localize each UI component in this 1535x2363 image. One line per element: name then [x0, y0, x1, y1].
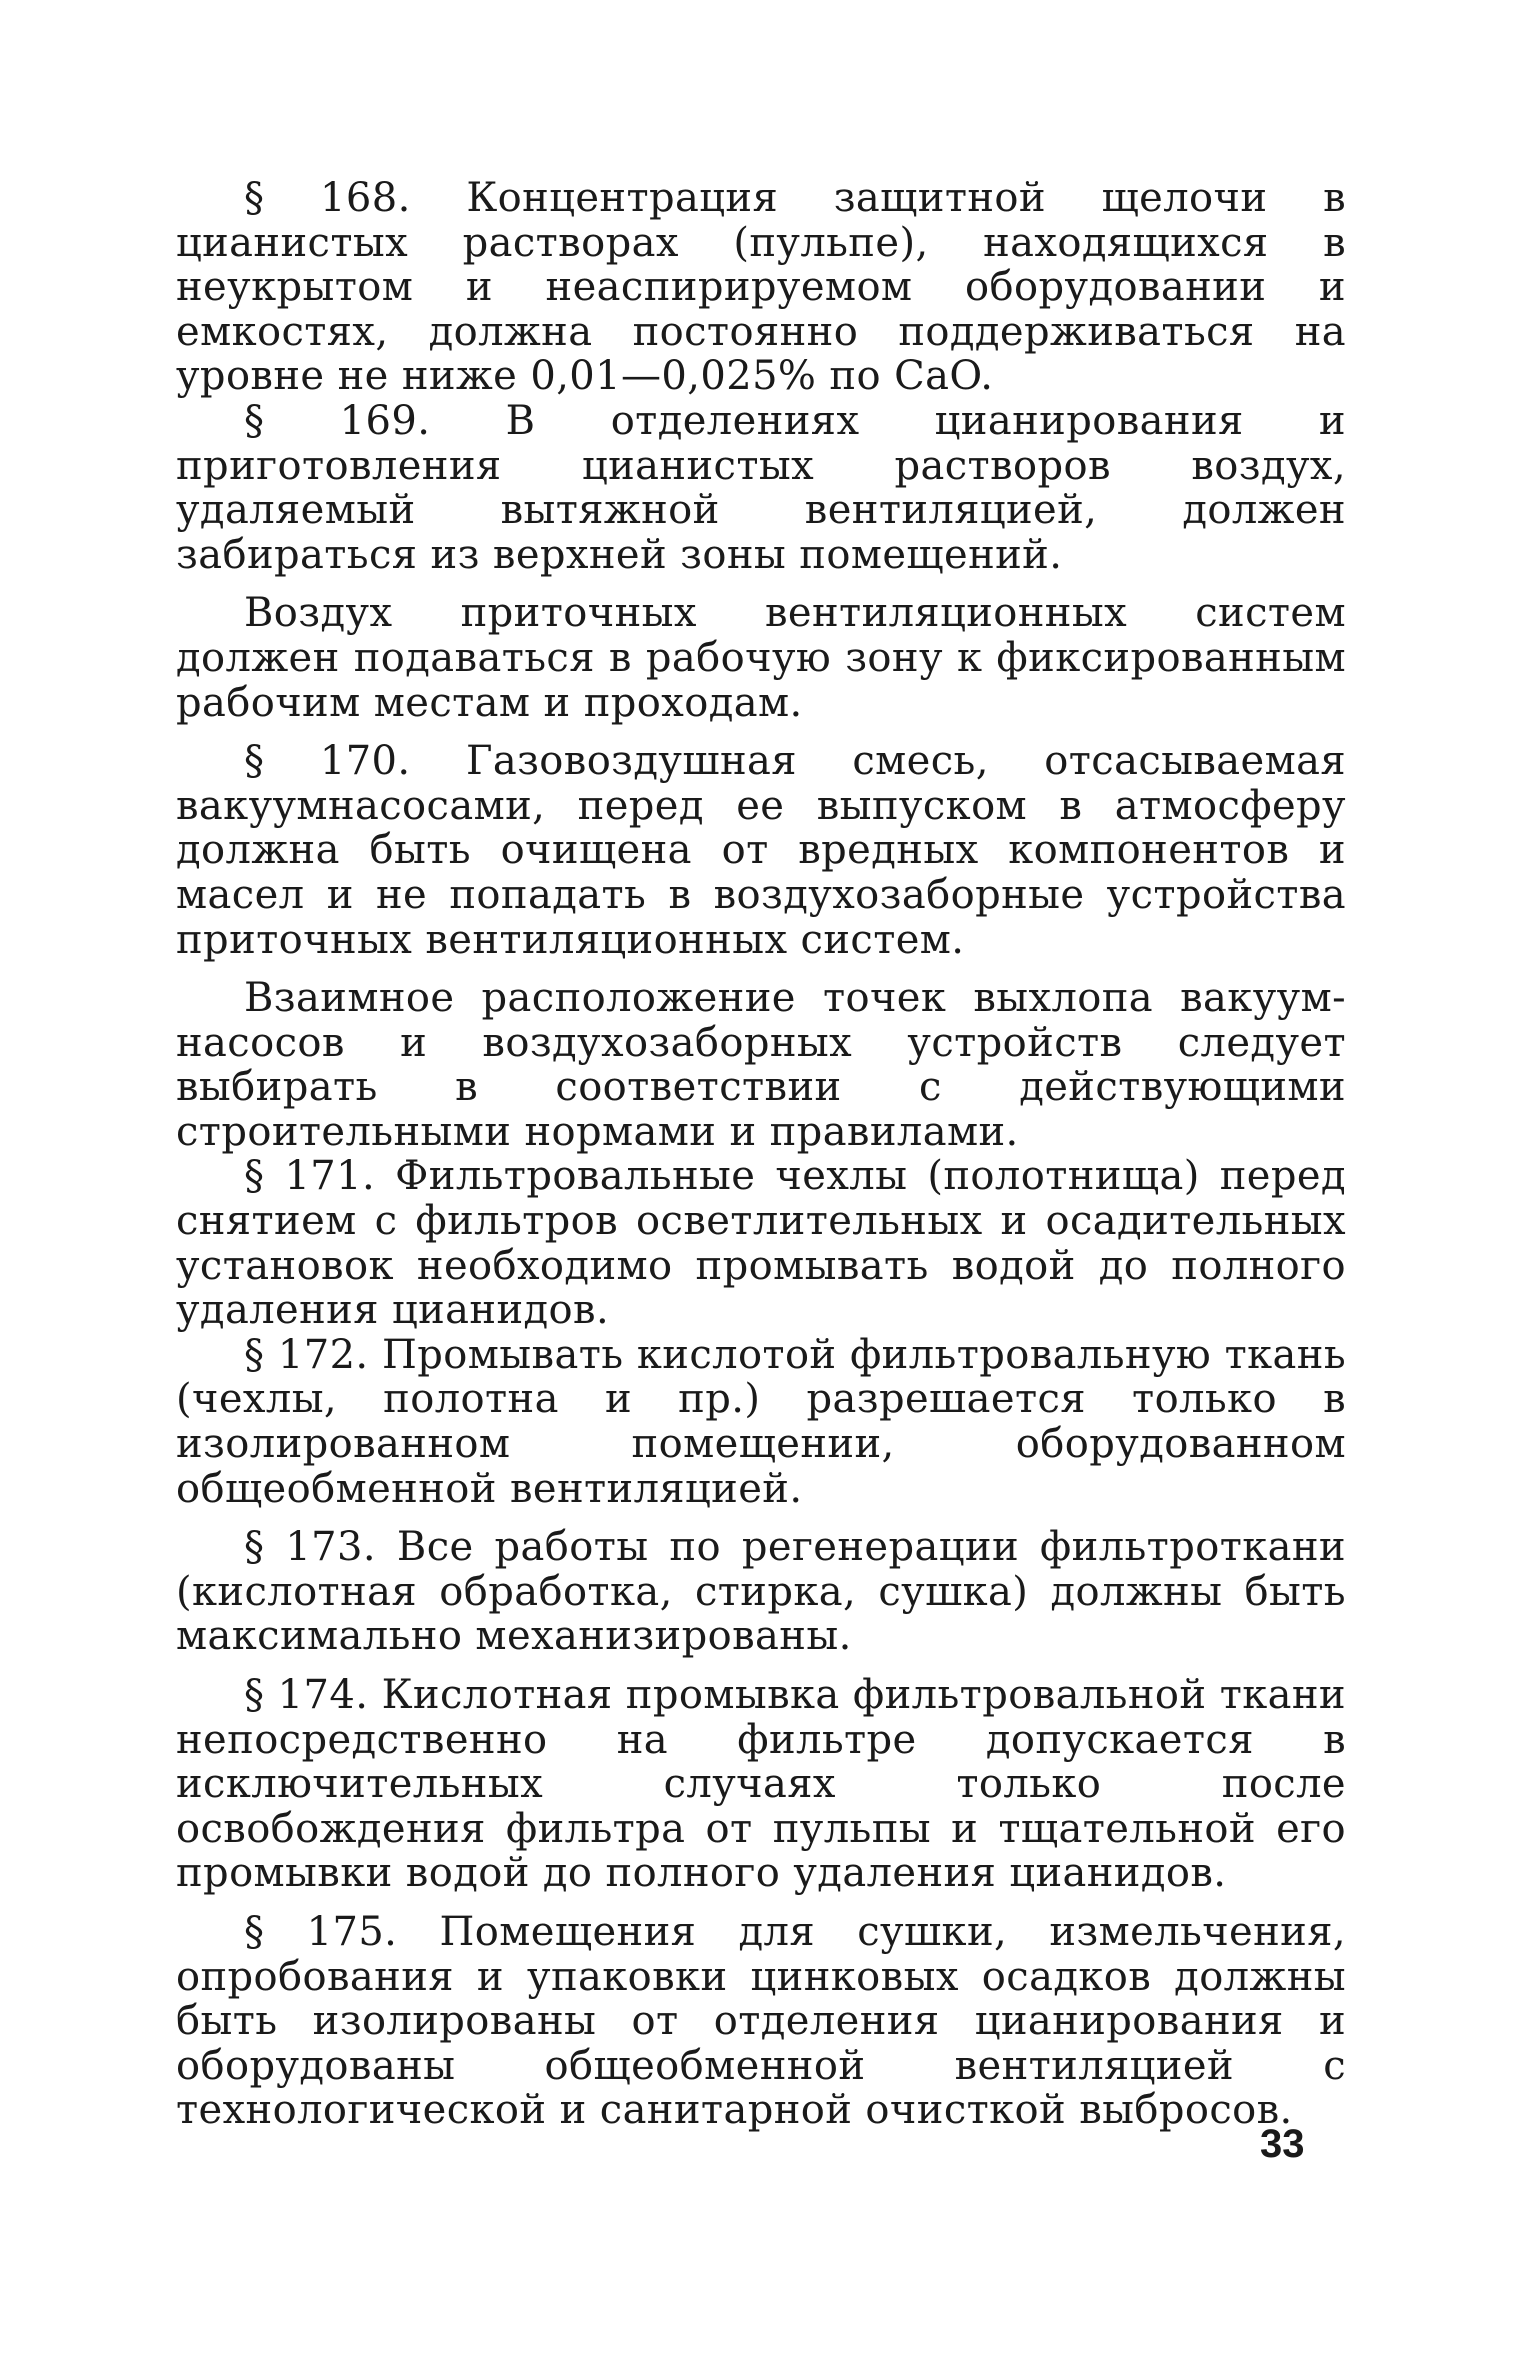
paragraph-168: § 168. Концентрация защитной щелочи в цианистых растворах (пульпе), находящихся в неукрытом и неаспирируемом оборудовании и емкостях, должна постоянно поддерживаться на уровне не ниже 0,01—0,025% по CaO. [176, 175, 1346, 400]
paragraph-175: § 175. Помещения для сушки, измельчения, опробования и упаковки цинковых осадков должны быть изолированы от отделения цианирования и оборудованы общеобменной вентиляцией с технологической и санитарной очисткой выбросов. [176, 1908, 1346, 2134]
paragraph-172: § 172. Промывать кислотой фильтровальную ткань (чехлы, полотна и пр.) разрешается только в изолированном помещении, оборудованном общеобменной вентиляцией. [176, 1331, 1346, 1512]
paragraph-170: § 170. Газовоздушная смесь, отсасываемая вакуумнасосами, перед ее выпуском в атмосферу должна быть очищена от вредных компонентов и масел и не попадать в воздухозаборные устройства приточных вентиляционных систем. [176, 738, 1346, 963]
page-number: 33 [1260, 2122, 1305, 2166]
paragraph-170-cont: Взаимное расположение точек выхлопа вакуум-насосов и воздухозаборных устройств следует выбирать в соответствии с действующими строительными нормами и правилами. [176, 975, 1346, 1155]
paragraph-169: § 169. В отделениях цианирования и приготовления цианистых растворов воздух, удаляемый вытяжной вентиляцией, должен забираться из верхней зоны помещений. [176, 397, 1346, 578]
paragraph-169-cont: Воздух приточных вентиляционных систем должен подаваться в рабочую зону к фиксированным рабочим местам и проходам. [176, 590, 1346, 726]
page-body [176, 176, 1346, 2133]
paragraph-173: § 173. Все работы по регенерации фильтроткани (кислотная обработка, стирка, сушка) должны быть максимально механизированы. [176, 1524, 1346, 1660]
paragraph-171: § 171. Фильтровальные чехлы (полотнища) перед снятием с фильтров осветлительных и осадительных установок необходимо промывать водой до полного удаления цианидов. [176, 1153, 1346, 1334]
paragraph-174: § 174. Кислотная промывка фильтровальной ткани непосредственно на фильтре допускается в исключительных случаях только после освобождения фильтра от пульпы и тщательной его промывки водой до полного удаления цианидов. [176, 1672, 1346, 1897]
